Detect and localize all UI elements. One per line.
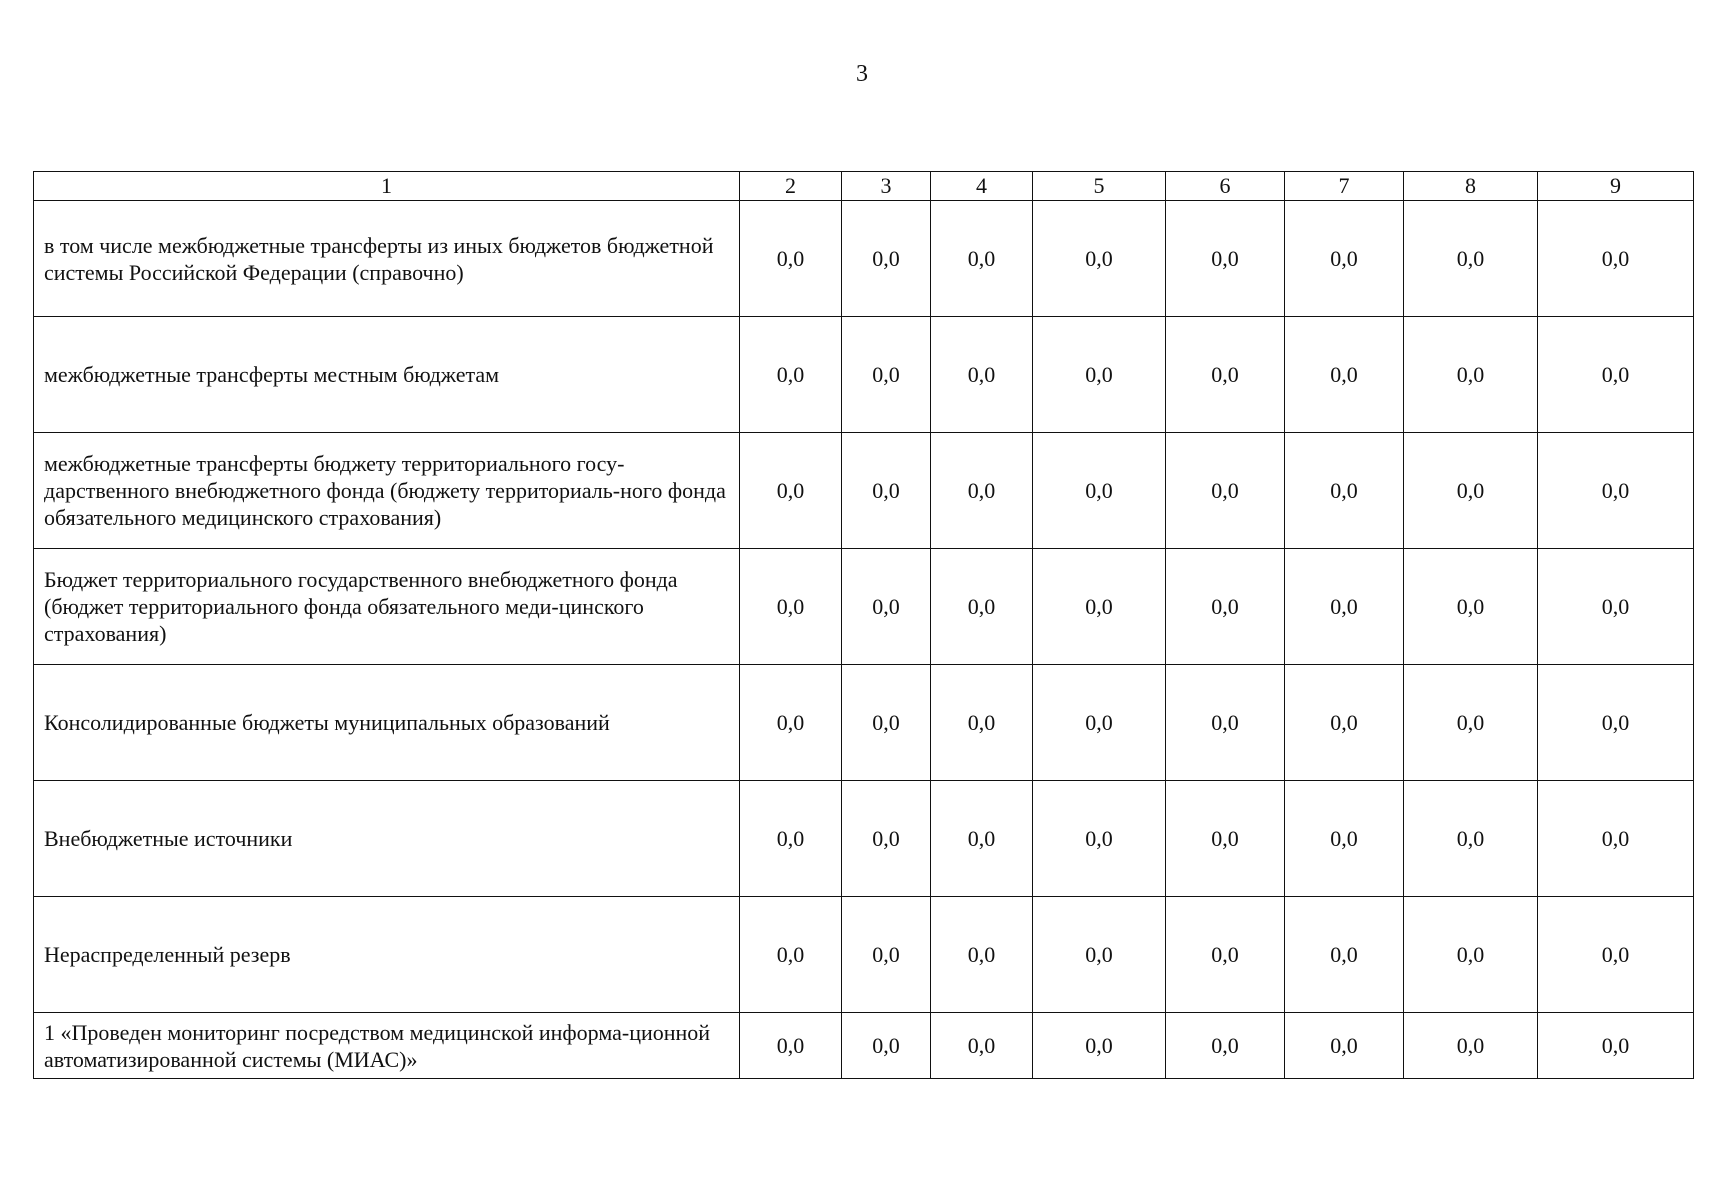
table-cell: 0,0 <box>842 317 931 433</box>
table-cell: 0,0 <box>1404 1013 1538 1079</box>
table-cell: 0,0 <box>1166 317 1285 433</box>
table-cell: 0,0 <box>931 897 1033 1013</box>
table-cell: 0,0 <box>740 781 842 897</box>
table-cell: 0,0 <box>1538 433 1694 549</box>
row-label: межбюджетные трансферты местным бюджетам <box>34 317 740 433</box>
table-cell: 0,0 <box>1285 433 1404 549</box>
table-cell: 0,0 <box>1404 317 1538 433</box>
table-cell: 0,0 <box>1538 665 1694 781</box>
table-cell: 0,0 <box>1538 781 1694 897</box>
table-cell: 0,0 <box>1285 317 1404 433</box>
row-label: Внебюджетные источники <box>34 781 740 897</box>
table-cell: 0,0 <box>1285 549 1404 665</box>
table-cell: 0,0 <box>1033 549 1166 665</box>
table-cell: 0,0 <box>1166 201 1285 317</box>
table-cell: 0,0 <box>1166 433 1285 549</box>
table-cell: 0,0 <box>1285 781 1404 897</box>
budget-table <box>33 171 1694 1079</box>
row-label: межбюджетные трансферты бюджету территориального госу-дарственного внебюджетного фонда (бюджету территориаль-ного фонда обязательного медицинского страхования) <box>34 433 740 549</box>
table-cell: 0,0 <box>740 201 842 317</box>
table-row <box>34 549 1694 665</box>
row-label: Бюджет территориального государственного внебюджетного фонда (бюджет территориального фонда обязательного меди-цинского страхования) <box>34 549 740 665</box>
row-label: Консолидированные бюджеты муниципальных образований <box>34 665 740 781</box>
table-cell: 0,0 <box>1404 665 1538 781</box>
table-cell: 0,0 <box>740 897 842 1013</box>
table-cell: 0,0 <box>931 1013 1033 1079</box>
table-cell: 0,0 <box>842 1013 931 1079</box>
table-cell: 0,0 <box>931 549 1033 665</box>
table-cell: 0,0 <box>1166 897 1285 1013</box>
table-row <box>34 201 1694 317</box>
table-cell: 0,0 <box>842 781 931 897</box>
table-cell: 0,0 <box>1033 665 1166 781</box>
column-header-5: 5 <box>1033 172 1166 201</box>
table-header <box>34 172 1694 201</box>
table-row <box>34 1013 1694 1079</box>
table-row <box>34 665 1694 781</box>
table-cell: 0,0 <box>842 549 931 665</box>
column-header-8: 8 <box>1404 172 1538 201</box>
column-header-2: 2 <box>740 172 842 201</box>
table-cell: 0,0 <box>931 201 1033 317</box>
table-row <box>34 317 1694 433</box>
table-cell: 0,0 <box>1285 665 1404 781</box>
column-header-4: 4 <box>931 172 1033 201</box>
table-row <box>34 781 1694 897</box>
table-cell: 0,0 <box>842 433 931 549</box>
table-cell: 0,0 <box>1166 781 1285 897</box>
table-cell: 0,0 <box>1033 201 1166 317</box>
table-cell: 0,0 <box>1404 549 1538 665</box>
table-cell: 0,0 <box>1033 897 1166 1013</box>
column-header-7: 7 <box>1285 172 1404 201</box>
table-cell: 0,0 <box>842 201 931 317</box>
row-label: в том числе межбюджетные трансферты из иных бюджетов бюджетной системы Российской Федерации (справочно) <box>34 201 740 317</box>
table-cell: 0,0 <box>842 665 931 781</box>
table-cell: 0,0 <box>1033 781 1166 897</box>
table-cell: 0,0 <box>1538 317 1694 433</box>
table-row <box>34 433 1694 549</box>
table-cell: 0,0 <box>740 433 842 549</box>
column-header-1: 1 <box>34 172 740 201</box>
table-cell: 0,0 <box>1538 897 1694 1013</box>
table-cell: 0,0 <box>931 433 1033 549</box>
table-body <box>34 201 1694 1079</box>
column-header-9: 9 <box>1538 172 1694 201</box>
table-row <box>34 897 1694 1013</box>
table-cell: 0,0 <box>1404 201 1538 317</box>
table-cell: 0,0 <box>740 549 842 665</box>
table-cell: 0,0 <box>1404 433 1538 549</box>
column-header-3: 3 <box>842 172 931 201</box>
table-cell: 0,0 <box>740 1013 842 1079</box>
table-cell: 0,0 <box>1404 781 1538 897</box>
table-cell: 0,0 <box>1166 1013 1285 1079</box>
header-row <box>34 172 1694 201</box>
table-cell: 0,0 <box>1033 1013 1166 1079</box>
table-cell: 0,0 <box>1538 201 1694 317</box>
table-cell: 0,0 <box>1285 201 1404 317</box>
table-cell: 0,0 <box>842 897 931 1013</box>
table-cell: 0,0 <box>1538 549 1694 665</box>
table-cell: 0,0 <box>740 317 842 433</box>
table-cell: 0,0 <box>1033 433 1166 549</box>
table-cell: 0,0 <box>931 665 1033 781</box>
table-cell: 0,0 <box>1404 897 1538 1013</box>
row-label: 1 «Проведен мониторинг посредством медицинской информа-ционной автоматизированной системы (МИАС)» <box>34 1013 740 1079</box>
table-cell: 0,0 <box>931 781 1033 897</box>
row-label: Нераспределенный резерв <box>34 897 740 1013</box>
page-number: 3 <box>856 61 868 87</box>
table-cell: 0,0 <box>931 317 1033 433</box>
table-cell: 0,0 <box>1166 665 1285 781</box>
table-cell: 0,0 <box>1538 1013 1694 1079</box>
table-cell: 0,0 <box>1033 317 1166 433</box>
table-cell: 0,0 <box>1285 897 1404 1013</box>
column-header-6: 6 <box>1166 172 1285 201</box>
table-cell: 0,0 <box>740 665 842 781</box>
table-cell: 0,0 <box>1166 549 1285 665</box>
table-cell: 0,0 <box>1285 1013 1404 1079</box>
